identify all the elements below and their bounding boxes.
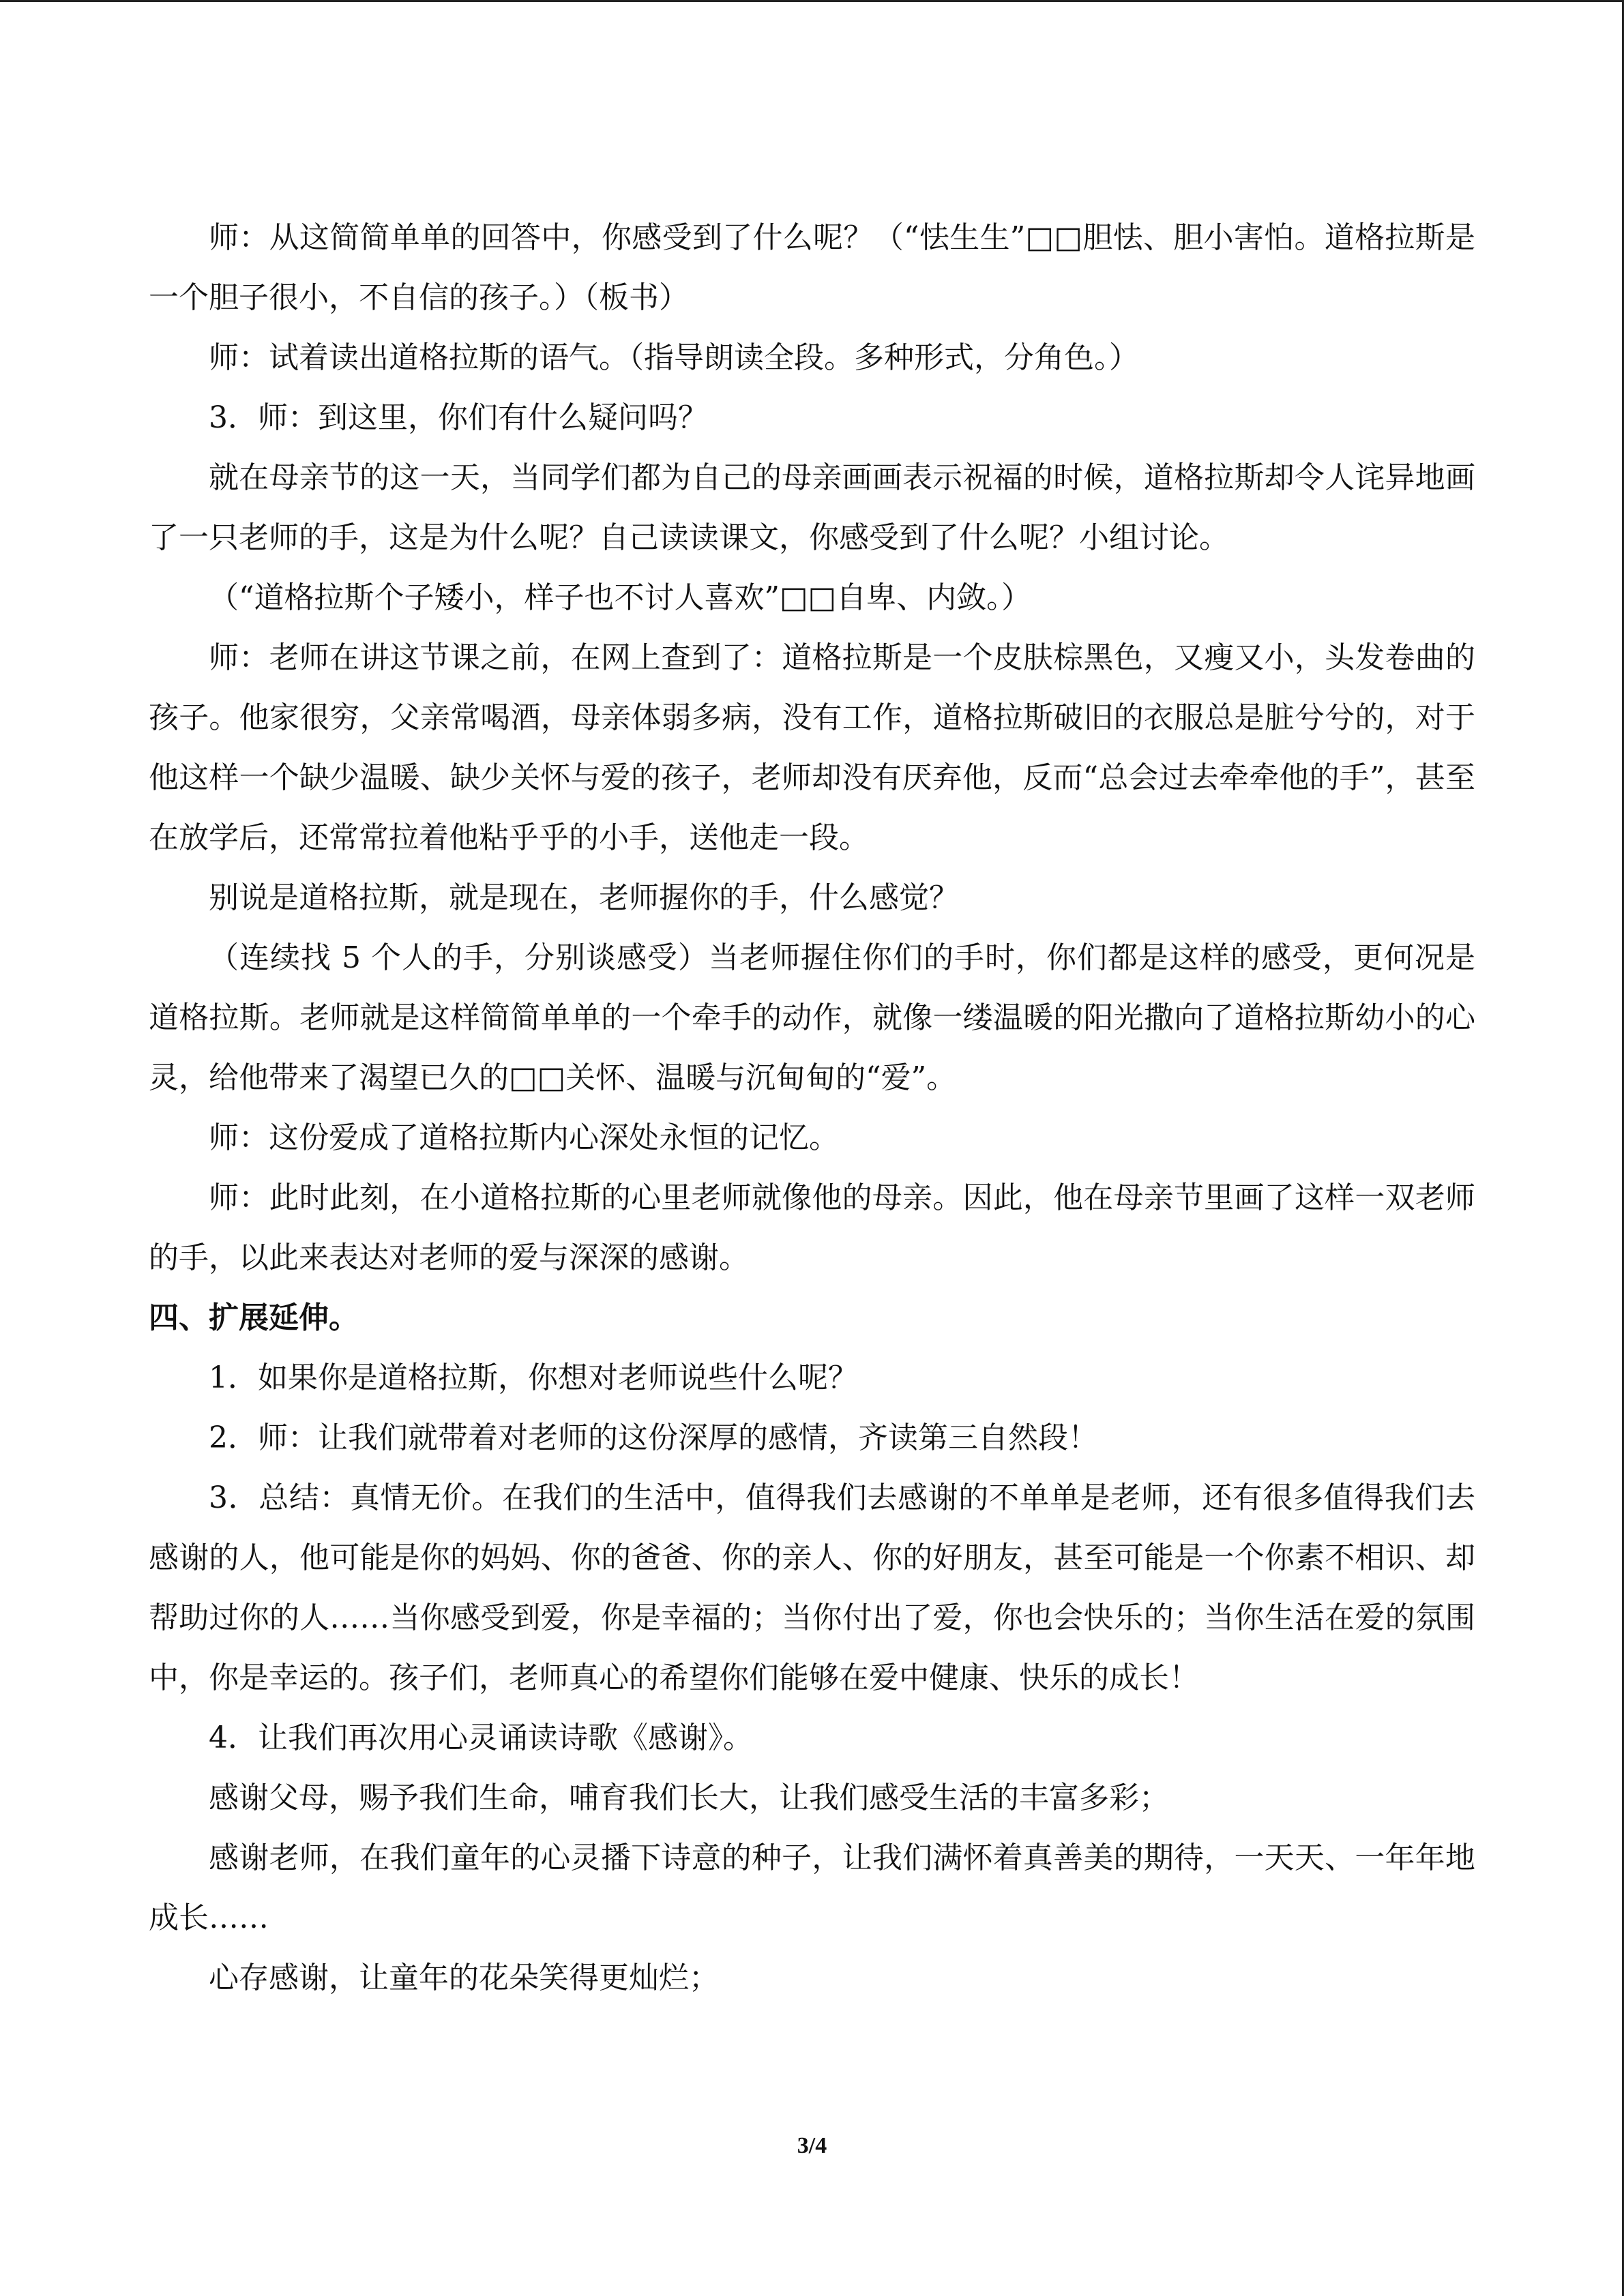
page-top-border xyxy=(0,0,1624,2)
section-heading: 四、扩展延伸。 xyxy=(149,1300,359,1335)
section-paragraph: 感谢父母，赐予我们生命，哺育我们长大，让我们感受生活的丰富多彩； xyxy=(209,1780,1169,1815)
section-paragraph: 心存感谢，让童年的花朵笑得更灿烂； xyxy=(209,1960,719,1995)
paragraph: 师：此时此刻，在小道格拉斯的心里老师就像他的母亲。因此，他在母亲节里画了这样一双老师的手，以此来表达对老师的爱与深深的感谢。 xyxy=(149,1180,1475,1275)
paragraph: 就在母亲节的这一天，当同学们都为自己的母亲画画表示祝福的时候，道格拉斯却令人诧异地画了一只老师的手，这是为什么呢？自己读读课文，你感受到了什么呢？小组讨论。 xyxy=(149,460,1475,555)
paragraph: 师：试着读出道格拉斯的语气。（指导朗读全段。多种形式，分角色。） xyxy=(209,340,1139,375)
section-paragraph: 3．总结：真情无价。在我们的生活中，值得我们去感谢的不单单是老师，还有很多值得我们去感谢的人，他可能是你的妈妈、你的爸爸、你的亲人、你的好朋友，甚至可能是一个你素不相识、却帮助过你的人……当你感受到爱，你是幸福的；当你付出了爱，你也会快乐的；当你生活在爱的氛围中，你是幸运的。孩子们，老师真心的希望你们能够在爱中健康、快乐的成长！ xyxy=(149,1480,1475,1695)
paragraph: 师：从这简简单单的回答中，你感受到了什么呢？（“怯生生”□□胆怯、胆小害怕。道格拉斯是一个胆子很小，不自信的孩子。）（板书） xyxy=(149,220,1475,315)
page-number: 3/4 xyxy=(797,2133,827,2158)
section-paragraph: 1．如果你是道格拉斯，你想对老师说些什么呢？ xyxy=(209,1360,858,1395)
paragraph: （“道格拉斯个子矮小，样子也不讨人喜欢”□□自卑、内敛。） xyxy=(209,580,1032,615)
paragraph: 师：老师在讲这节课之前，在网上查到了：道格拉斯是一个皮肤棕黑色，又瘦又小，头发卷曲的孩子。他家很穷，父亲常喝酒，母亲体弱多病，没有工作，道格拉斯破旧的衣服总是脏兮兮的，对于他这样一个缺少温暖、缺少关怀与爱的孩子，老师却没有厌弃他，反而“总会过去牵牵他的手”，甚至在放学后，还常常拉着他粘乎乎的小手，送他走一段。 xyxy=(149,640,1475,855)
section-paragraph: 感谢老师，在我们童年的心灵播下诗意的种子，让我们满怀着真善美的期待，一天天、一年年地成长…… xyxy=(149,1840,1475,1935)
paragraph: （连续找 5 个人的手，分别谈感受）当老师握住你们的手时，你们都是这样的感受，更何况是道格拉斯。老师就是这样简简单单的一个牵手的动作，就像一缕温暖的阳光撒向了道格拉斯幼小的心灵，给他带来了渴望已久的□□关怀、温暖与沉甸甸的“爱”。 xyxy=(149,940,1475,1095)
paragraph: 别说是道格拉斯，就是现在，老师握你的手，什么感觉？ xyxy=(209,880,959,915)
paragraph: 3．师：到这里，你们有什么疑问吗？ xyxy=(209,400,708,435)
document-body xyxy=(149,208,1475,2008)
paragraph: 师：这份爱成了道格拉斯内心深处永恒的记忆。 xyxy=(209,1120,839,1155)
section-paragraph: 4．让我们再次用心灵诵读诗歌《感谢》。 xyxy=(209,1720,753,1755)
section-paragraph: 2．师：让我们就带着对老师的这份深厚的感情，齐读第三自然段！ xyxy=(209,1420,1098,1455)
